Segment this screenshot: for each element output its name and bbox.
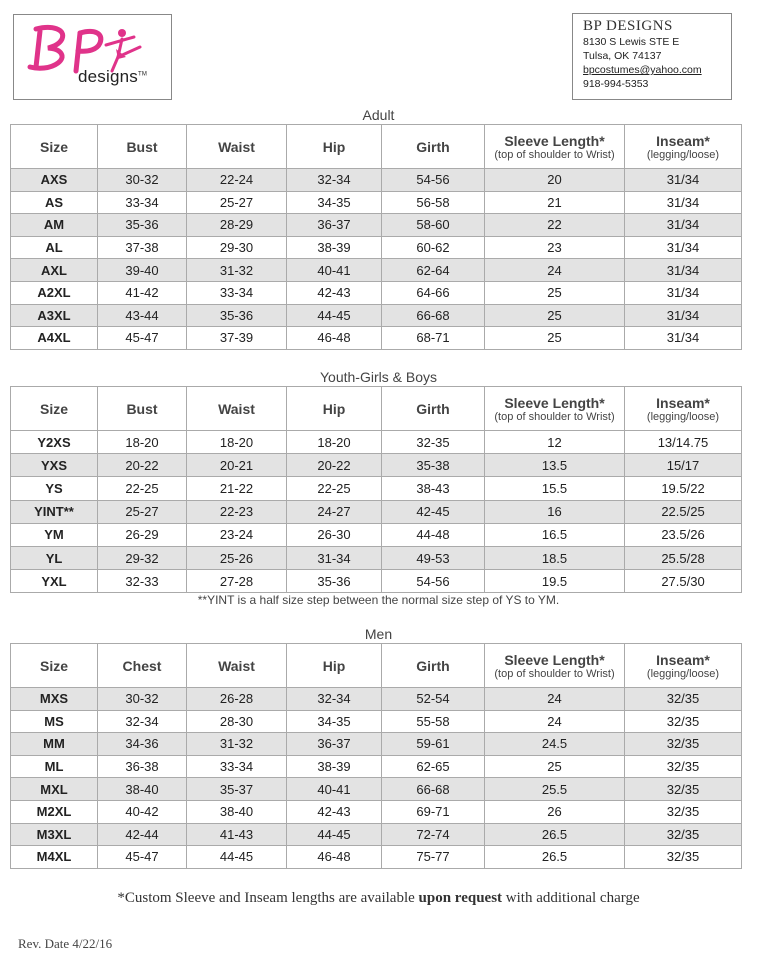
table-row (11, 477, 742, 500)
youth-section-title: Youth-Girls & Boys (320, 369, 437, 385)
table-cell: 64-66 (382, 281, 485, 304)
table-cell: 32-35 (382, 431, 485, 454)
table-cell: 32/35 (625, 688, 742, 711)
table-cell: 32/35 (625, 800, 742, 823)
size-label-cell: AM (11, 214, 98, 237)
table-cell: 31/34 (625, 327, 742, 350)
table-cell: 41-42 (98, 281, 187, 304)
size-label-cell: AS (11, 191, 98, 214)
table-cell: 19.5 (485, 570, 625, 593)
column-header: Girth (382, 125, 485, 169)
size-label-cell: MS (11, 710, 98, 733)
table-cell: 35-37 (187, 778, 287, 801)
table-row (11, 214, 742, 237)
table-cell: 25-27 (187, 191, 287, 214)
table-cell: 38-40 (187, 800, 287, 823)
table-cell: 29-30 (187, 236, 287, 259)
column-header: Waist (187, 644, 287, 688)
table-cell: 24.5 (485, 733, 625, 756)
table-cell: 62-64 (382, 259, 485, 282)
table-cell: 32/35 (625, 710, 742, 733)
table-row (11, 236, 742, 259)
table-cell: 26.5 (485, 823, 625, 846)
table-cell: 32/35 (625, 823, 742, 846)
size-label-cell: MXS (11, 688, 98, 711)
size-label-cell: ML (11, 755, 98, 778)
table-cell: 24-27 (287, 500, 382, 523)
size-label-cell: MXL (11, 778, 98, 801)
table-cell: 60-62 (382, 236, 485, 259)
table-cell: 28-30 (187, 710, 287, 733)
column-header: Sleeve Length* (top of shoulder to Wrist) (485, 644, 625, 688)
adult-section-title: Adult (362, 107, 395, 123)
table-cell: 35-36 (287, 570, 382, 593)
custom-length-footnote: *Custom Sleeve and Inseam lengths are available upon request with additional charge (117, 890, 640, 906)
table-cell: 18-20 (187, 431, 287, 454)
table-cell: 30-32 (98, 169, 187, 192)
table-cell: 25.5/28 (625, 546, 742, 569)
table-cell: 72-74 (382, 823, 485, 846)
table-cell: 32-34 (287, 169, 382, 192)
table-header-row (11, 644, 742, 688)
logo-box (13, 14, 172, 100)
table-cell: 34-35 (287, 710, 382, 733)
company-email-link[interactable]: bpcostumes@yahoo.com (583, 64, 702, 76)
table-cell: 44-45 (187, 846, 287, 869)
table-row (11, 546, 742, 569)
table-row (11, 755, 742, 778)
table-cell: 26-29 (98, 523, 187, 546)
column-header: Hip (287, 125, 382, 169)
company-info-box (572, 13, 732, 100)
table-cell: 18-20 (98, 431, 187, 454)
table-cell: 31/34 (625, 214, 742, 237)
table-row (11, 778, 742, 801)
table-cell: 28-29 (187, 214, 287, 237)
table-cell: 39-40 (98, 259, 187, 282)
table-row (11, 304, 742, 327)
column-header: Sleeve Length* (top of shoulder to Wrist) (485, 125, 625, 169)
company-address-line2: Tulsa, OK 74137 (583, 50, 662, 62)
table-cell: 22.5/25 (625, 500, 742, 523)
revision-date: Rev. Date 4/22/16 (18, 936, 113, 951)
column-header: Girth (382, 644, 485, 688)
size-label-cell: YINT** (11, 500, 98, 523)
table-cell: 42-43 (287, 800, 382, 823)
table-cell: 22-25 (98, 477, 187, 500)
table-cell: 26-30 (287, 523, 382, 546)
table-cell: 32-33 (98, 570, 187, 593)
table-cell: 36-38 (98, 755, 187, 778)
table-cell: 59-61 (382, 733, 485, 756)
size-label-cell: Y2XS (11, 431, 98, 454)
table-cell: 33-34 (98, 191, 187, 214)
table-cell: 38-43 (382, 477, 485, 500)
table-cell: 62-65 (382, 755, 485, 778)
table-cell: 58-60 (382, 214, 485, 237)
table-cell: 44-45 (287, 304, 382, 327)
table-cell: 25 (485, 304, 625, 327)
table-row (11, 800, 742, 823)
table-cell: 16.5 (485, 523, 625, 546)
table-cell: 54-56 (382, 169, 485, 192)
size-label-cell: AL (11, 236, 98, 259)
table-cell: 12 (485, 431, 625, 454)
size-label-cell: MM (11, 733, 98, 756)
table-row (11, 327, 742, 350)
table-cell: 44-48 (382, 523, 485, 546)
table-cell: 66-68 (382, 778, 485, 801)
table-row (11, 823, 742, 846)
table-cell: 54-56 (382, 570, 485, 593)
table-row (11, 191, 742, 214)
table-cell: 23 (485, 236, 625, 259)
table-cell: 32/35 (625, 755, 742, 778)
table-cell: 32-34 (287, 688, 382, 711)
size-label-cell: M3XL (11, 823, 98, 846)
column-header: Waist (187, 125, 287, 169)
table-cell: 18.5 (485, 546, 625, 569)
table-cell: 52-54 (382, 688, 485, 711)
table-cell: 66-68 (382, 304, 485, 327)
table-cell: 31/34 (625, 169, 742, 192)
table-cell: 18-20 (287, 431, 382, 454)
table-cell: 31-32 (187, 259, 287, 282)
table-cell: 42-43 (287, 281, 382, 304)
table-cell: 15/17 (625, 454, 742, 477)
table-cell: 46-48 (287, 327, 382, 350)
table-cell: 16 (485, 500, 625, 523)
table-cell: 32/35 (625, 778, 742, 801)
table-cell: 20-22 (287, 454, 382, 477)
table-cell: 26 (485, 800, 625, 823)
size-label-cell: YS (11, 477, 98, 500)
table-cell: 35-36 (187, 304, 287, 327)
table-cell: 32/35 (625, 846, 742, 869)
table-cell: 13/14.75 (625, 431, 742, 454)
table-cell: 22-24 (187, 169, 287, 192)
column-header: Size (11, 387, 98, 431)
table-cell: 42-45 (382, 500, 485, 523)
table-cell: 23-24 (187, 523, 287, 546)
column-header: Inseam* (legging/loose) (625, 644, 742, 688)
table-cell: 31/34 (625, 304, 742, 327)
table-cell: 38-40 (98, 778, 187, 801)
table-cell: 46-48 (287, 846, 382, 869)
table-cell: 31/34 (625, 191, 742, 214)
table-cell: 29-32 (98, 546, 187, 569)
table-cell: 15.5 (485, 477, 625, 500)
table-cell: 25 (485, 755, 625, 778)
table-cell: 20 (485, 169, 625, 192)
table-cell: 19.5/22 (625, 477, 742, 500)
table-cell: 38-39 (287, 755, 382, 778)
table-header-row (11, 387, 742, 431)
table-cell: 38-39 (287, 236, 382, 259)
column-header: Size (11, 125, 98, 169)
table-cell: 25 (485, 327, 625, 350)
size-label-cell: YL (11, 546, 98, 569)
table-cell: 26-28 (187, 688, 287, 711)
column-header: Chest (98, 644, 187, 688)
column-header: Waist (187, 387, 287, 431)
column-header: Hip (287, 387, 382, 431)
table-cell: 56-58 (382, 191, 485, 214)
table-row (11, 500, 742, 523)
table-cell: 24 (485, 688, 625, 711)
table-cell: 44-45 (287, 823, 382, 846)
table-cell: 36-37 (287, 214, 382, 237)
table-cell: 24 (485, 259, 625, 282)
adult-size-table (10, 124, 742, 350)
table-cell: 24 (485, 710, 625, 733)
size-label-cell: AXS (11, 169, 98, 192)
table-cell: 42-44 (98, 823, 187, 846)
logo-text: designs™ (78, 67, 148, 86)
table-cell: 32/35 (625, 733, 742, 756)
size-label-cell: YXL (11, 570, 98, 593)
table-cell: 40-42 (98, 800, 187, 823)
table-header-row (11, 125, 742, 169)
table-cell: 36-37 (287, 733, 382, 756)
table-row (11, 454, 742, 477)
table-cell: 25-26 (187, 546, 287, 569)
table-cell: 27.5/30 (625, 570, 742, 593)
table-cell: 34-35 (287, 191, 382, 214)
table-row (11, 169, 742, 192)
table-cell: 75-77 (382, 846, 485, 869)
table-cell: 22-23 (187, 500, 287, 523)
table-cell: 31-34 (287, 546, 382, 569)
table-cell: 31/34 (625, 259, 742, 282)
table-row (11, 259, 742, 282)
table-row (11, 570, 742, 593)
table-cell: 23.5/26 (625, 523, 742, 546)
table-cell: 68-71 (382, 327, 485, 350)
table-cell: 40-41 (287, 259, 382, 282)
table-cell: 43-44 (98, 304, 187, 327)
table-cell: 22-25 (287, 477, 382, 500)
table-cell: 37-38 (98, 236, 187, 259)
table-cell: 31/34 (625, 236, 742, 259)
table-cell: 45-47 (98, 846, 187, 869)
table-cell: 35-38 (382, 454, 485, 477)
column-header: Bust (98, 125, 187, 169)
table-row (11, 523, 742, 546)
company-name: BP DESIGNS (583, 18, 673, 34)
table-row (11, 733, 742, 756)
table-cell: 25-27 (98, 500, 187, 523)
size-label-cell: A3XL (11, 304, 98, 327)
table-cell: 33-34 (187, 755, 287, 778)
men-section-title: Men (364, 626, 393, 642)
table-cell: 27-28 (187, 570, 287, 593)
table-cell: 32-34 (98, 710, 187, 733)
table-cell: 26.5 (485, 846, 625, 869)
table-row (11, 688, 742, 711)
table-row (11, 281, 742, 304)
table-cell: 45-47 (98, 327, 187, 350)
table-cell: 35-36 (98, 214, 187, 237)
table-row (11, 710, 742, 733)
column-header: Girth (382, 387, 485, 431)
table-cell: 49-53 (382, 546, 485, 569)
table-cell: 34-36 (98, 733, 187, 756)
table-cell: 33-34 (187, 281, 287, 304)
table-cell: 20-22 (98, 454, 187, 477)
table-cell: 40-41 (287, 778, 382, 801)
size-label-cell: M2XL (11, 800, 98, 823)
size-label-cell: A2XL (11, 281, 98, 304)
table-cell: 21-22 (187, 477, 287, 500)
size-label-cell: A4XL (11, 327, 98, 350)
table-cell: 20-21 (187, 454, 287, 477)
column-header: Hip (287, 644, 382, 688)
table-row (11, 846, 742, 869)
men-size-table (10, 643, 742, 869)
column-header: Sleeve Length* (top of shoulder to Wrist) (485, 387, 625, 431)
column-header: Bust (98, 387, 187, 431)
size-label-cell: YXS (11, 454, 98, 477)
table-cell: 25 (485, 281, 625, 304)
table-cell: 25.5 (485, 778, 625, 801)
table-cell: 13.5 (485, 454, 625, 477)
table-cell: 37-39 (187, 327, 287, 350)
table-cell: 31-32 (187, 733, 287, 756)
table-cell: 30-32 (98, 688, 187, 711)
table-cell: 69-71 (382, 800, 485, 823)
size-label-cell: YM (11, 523, 98, 546)
table-row (11, 431, 742, 454)
company-address-line1: 8130 S Lewis STE E (583, 36, 680, 48)
table-cell: 21 (485, 191, 625, 214)
table-cell: 22 (485, 214, 625, 237)
company-phone: 918-994-5353 (583, 78, 649, 90)
yint-note: **YINT is a half size step between the normal size step of YS to YM. (197, 593, 560, 607)
column-header: Size (11, 644, 98, 688)
youth-size-table (10, 386, 742, 593)
column-header: Inseam* (legging/loose) (625, 387, 742, 431)
size-label-cell: AXL (11, 259, 98, 282)
column-header: Inseam* (legging/loose) (625, 125, 742, 169)
table-cell: 31/34 (625, 281, 742, 304)
table-cell: 55-58 (382, 710, 485, 733)
table-cell: 41-43 (187, 823, 287, 846)
size-label-cell: M4XL (11, 846, 98, 869)
